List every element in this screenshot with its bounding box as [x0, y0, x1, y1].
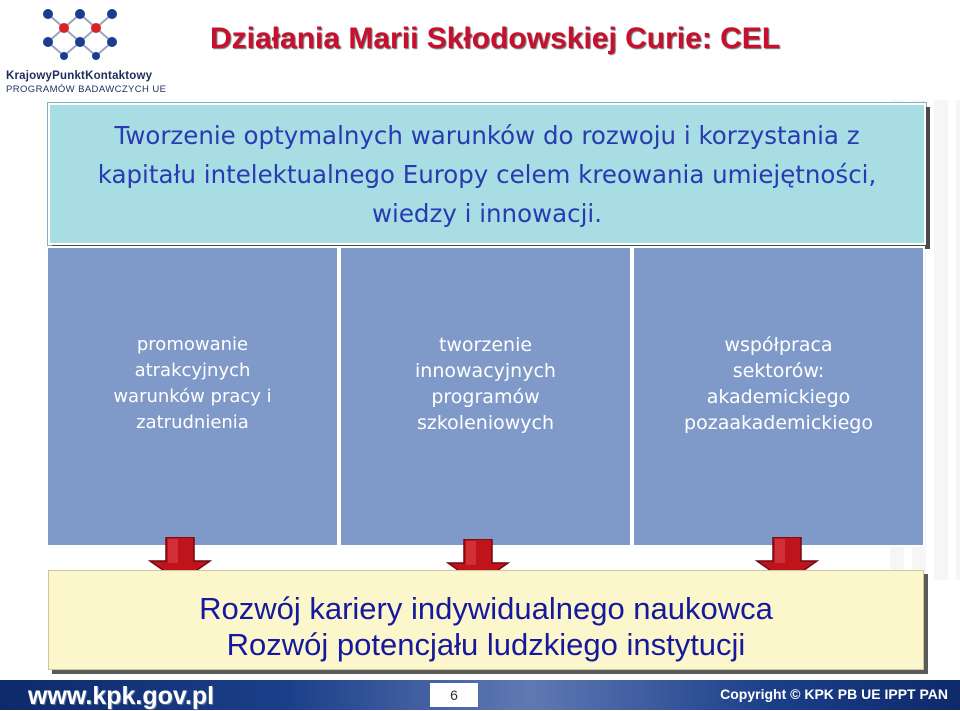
kpk-logo: [6, 4, 167, 96]
column-sector-cooperation: [632, 246, 925, 547]
outcome-line-institution: Rozwój potencjału ludzkiego instytucji: [226, 627, 746, 662]
column-text: promowanie atrakcyjnych warunków pracy i zatrudnienia: [113, 333, 272, 433]
column-text: współpraca sektorów: akademickiego pozaakademickiego: [684, 333, 873, 434]
outcome-line-career: Rozwój kariery indywidualnego naukowca: [199, 591, 773, 626]
goal-box: [48, 103, 926, 245]
column-working-conditions: [46, 246, 339, 547]
goal-text: Tworzenie optymalnych warunków do rozwoju i korzystania z kapitału intelektualnego Europy celem kreowania umiejętności, wiedzy i innowacji.: [97, 120, 877, 228]
page-number: 6: [430, 683, 478, 707]
column-training-programmes: [339, 246, 632, 547]
column-text: tworzenie innowacyjnych programów szkoleniowych: [415, 333, 556, 434]
logo-name: KrajowyPunktKontaktowy: [6, 70, 153, 82]
logo-subtitle: PROGRAMÓW BADAWCZYCH UE: [6, 84, 167, 95]
slide-title: Działania Marii Skłodowskiej Curie: CEL: [210, 22, 781, 55]
footer-bar: [0, 680, 960, 710]
footer-url-link[interactable]: www.kpk.gov.pl: [28, 682, 215, 710]
copyright-text: Copyright © KPK PB UE IPPT PAN: [720, 686, 948, 702]
network-logo-icon: [34, 4, 126, 68]
outcome-box: [48, 570, 924, 670]
